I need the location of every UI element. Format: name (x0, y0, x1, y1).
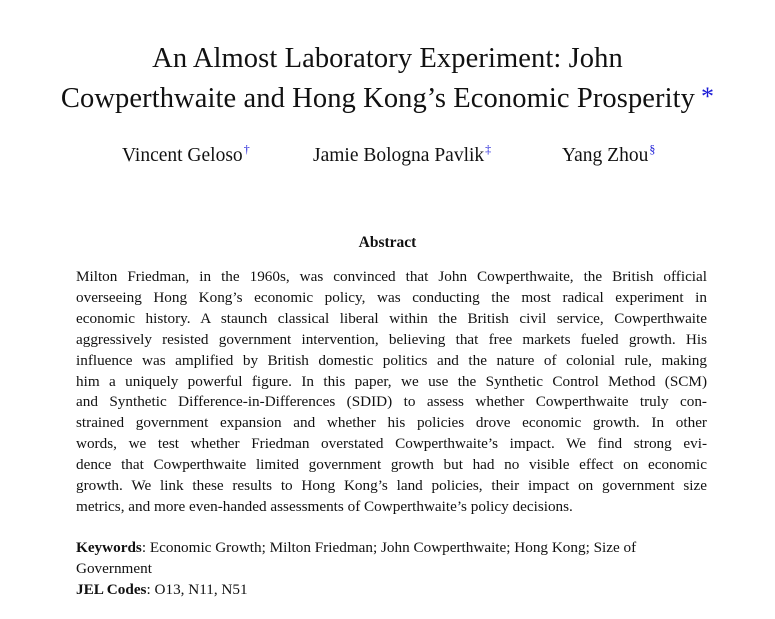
author-pavlik (313, 142, 491, 167)
abstract-line: overseeing Hong Kong’s economic policy, was conducting the most radical experiment in (76, 288, 707, 306)
title-line-2-text: Cowperthwaite and Hong Kong’s Economic Prosperity (60, 83, 696, 114)
abstract-line: metrics, and more even-handed assessments of Cowperthwaite’s policy decisions. (76, 497, 573, 515)
abstract-line: words, we test whether Friedman overstated Cowperthwaite’s impact. We find strong evi- (76, 435, 707, 453)
author-list (0, 142, 775, 174)
abstract-line: growth. We link these results to Hong Kong’s land policies, their impact on government size (76, 477, 707, 495)
paper-title (0, 40, 775, 118)
keywords (76, 538, 716, 580)
title-line-1: An Almost Laboratory Experiment: John (152, 43, 623, 74)
keywords-line-1 (76, 538, 716, 559)
author-zhou (562, 142, 655, 167)
abstract-line: strained government expansion and whether his policies drove economic growth. In other (76, 414, 707, 432)
author-footnote-link[interactable]: § (649, 142, 656, 156)
keywords-text: : Economic Growth; Milton Friedman; John Cowperthwaite; Hong Kong; Size of (141, 539, 637, 556)
abstract-heading: Abstract (358, 234, 417, 251)
jel-label: JEL Codes (76, 581, 147, 598)
keywords-label: Keywords (76, 539, 142, 556)
author-name: Vincent Geloso (122, 145, 243, 166)
author-footnote-link[interactable]: † (243, 142, 250, 156)
abstract-body (76, 267, 707, 518)
author-name: Jamie Bologna Pavlik (313, 145, 485, 166)
title-line-2 (0, 78, 775, 118)
abstract-line: him a uniquely powerful figure. In this paper, we use the Synthetic Control Method (SCM) (76, 372, 707, 390)
abstract-line: and Synthetic Difference-in-Differences (SDID) to assess whether Cowperthwaite truly con- (76, 393, 707, 411)
abstract-line: economic history. A staunch classical liberal within the British civil service, Cowperthwaite (76, 309, 707, 327)
abstract-line: aggressively resisted government intervention, believing that free markets fueled growth. His (76, 330, 707, 348)
abstract-line: influence was amplified by British domestic politics and the nature of colonial rule, making (76, 351, 707, 369)
jel-codes (76, 580, 716, 601)
keywords-line-2: Government (76, 559, 152, 577)
author-name: Yang Zhou (562, 145, 649, 166)
jel-text: : O13, N11, N51 (146, 581, 248, 598)
abstract-line: Milton Friedman, in the 1960s, was convinced that John Cowperthwaite, the British official (76, 268, 707, 285)
author-geloso (122, 142, 250, 167)
abstract-line: dence that Cowperthwaite limited government growth but had no visible effect on economic (76, 456, 707, 474)
title-footnote-link[interactable]: * (701, 82, 715, 111)
author-footnote-link[interactable]: ‡ (485, 142, 492, 156)
